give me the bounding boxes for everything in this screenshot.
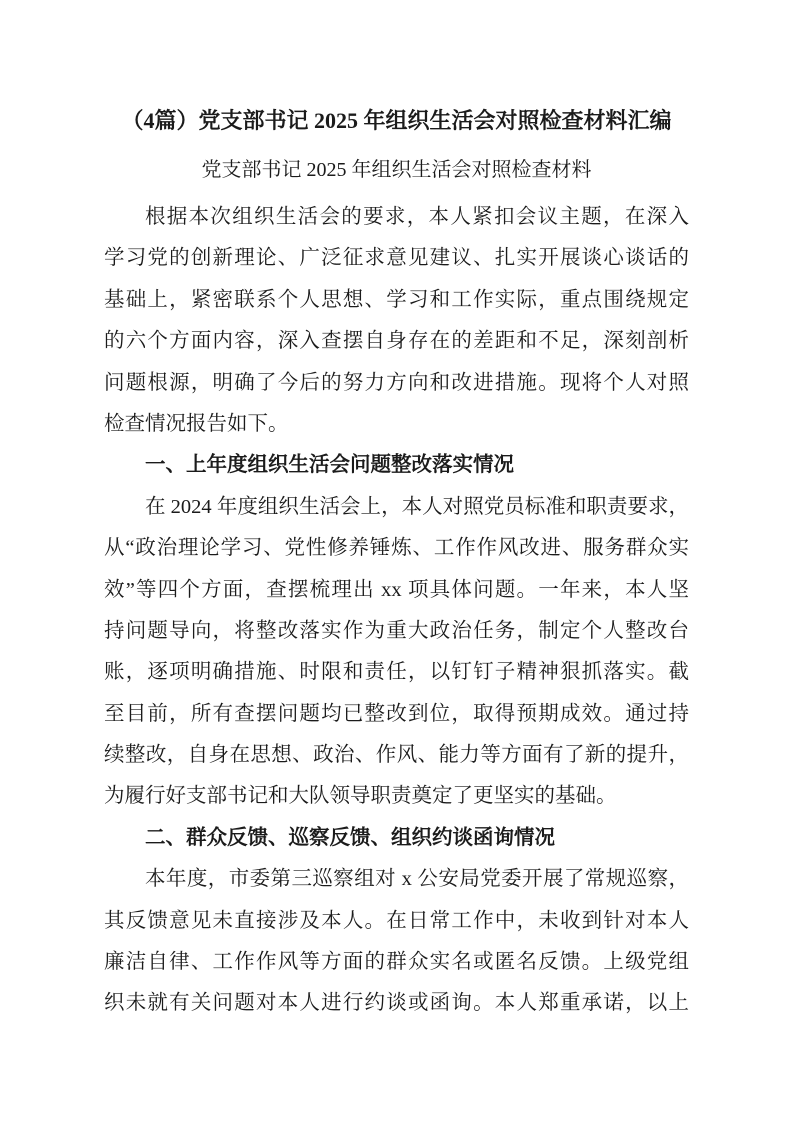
body-line: 持问题导向，将整改落实作为重大政治任务，制定个人整改台 [104,619,689,642]
section-heading: 一、上年度组织生活会问题整改落实情况 [145,454,514,477]
body-line: 至目前，所有查摆问题均已整改到位，取得预期成效。通过持 [104,702,689,725]
body-line: 学习党的创新理论、广泛征求意见建议、扎实开展谈心谈话的 [104,247,689,270]
body-line: 织未就有关问题对本人进行约谈或函询。本人郑重承诺，以上 [104,992,689,1015]
paragraph [104,859,689,1025]
body-line: 账，逐项明确措施、时限和责任，以钉钉子精神狠抓落实。截 [104,661,689,684]
body-line: 续整改，自身在思想、政治、作风、能力等方面有了新的提升， [104,744,689,767]
document-subtitle: 党支部书记 2025 年组织生活会对照检查材料 [201,159,592,181]
document-content [104,97,689,1025]
paragraph [104,197,689,445]
body-line: 在 2024 年度组织生活会上，本人对照党员标准和职责要求， [145,495,689,518]
body-line: 从“政治理论学习、党性修养锤炼、工作作风改进、服务群众实 [104,537,689,560]
body-line: 的六个方面内容，深入查摆自身存在的差距和不足，深刻剖析 [104,330,689,353]
body-line: 根据本次组织生活会的要求，本人紧扣会议主题，在深入 [145,206,689,228]
body-line: 问题根源，明确了今后的努力方向和改进措施。现将个人对照 [104,371,689,394]
body-line: 效”等四个方面，查摆梳理出 xx 项具体问题。一年来，本人坚 [104,578,689,601]
body-line: 本年度，市委第三巡察组对 x 公安局党委开展了常规巡察， [145,868,689,891]
document-body [104,197,689,1025]
body-line: 检查情况报告如下。 [104,412,289,435]
body-line: 其反馈意见未直接涉及本人。在日常工作中，未收到针对本人 [104,909,689,932]
section-heading: 二、群众反馈、巡察反馈、组织约谈函询情况 [145,826,555,849]
body-line: 为履行好支部书记和大队领导职责奠定了更坚实的基础。 [104,785,617,808]
paragraph [104,487,689,818]
body-line: 廉洁自律、工作作风等方面的群众实名或匿名反馈。上级党组 [104,951,689,974]
document-title: （4篇）党支部书记 2025 年组织生活会对照检查材料汇编 [121,108,672,133]
body-line: 基础上，紧密联系个人思想、学习和工作实际，重点围绕规定 [104,288,689,311]
